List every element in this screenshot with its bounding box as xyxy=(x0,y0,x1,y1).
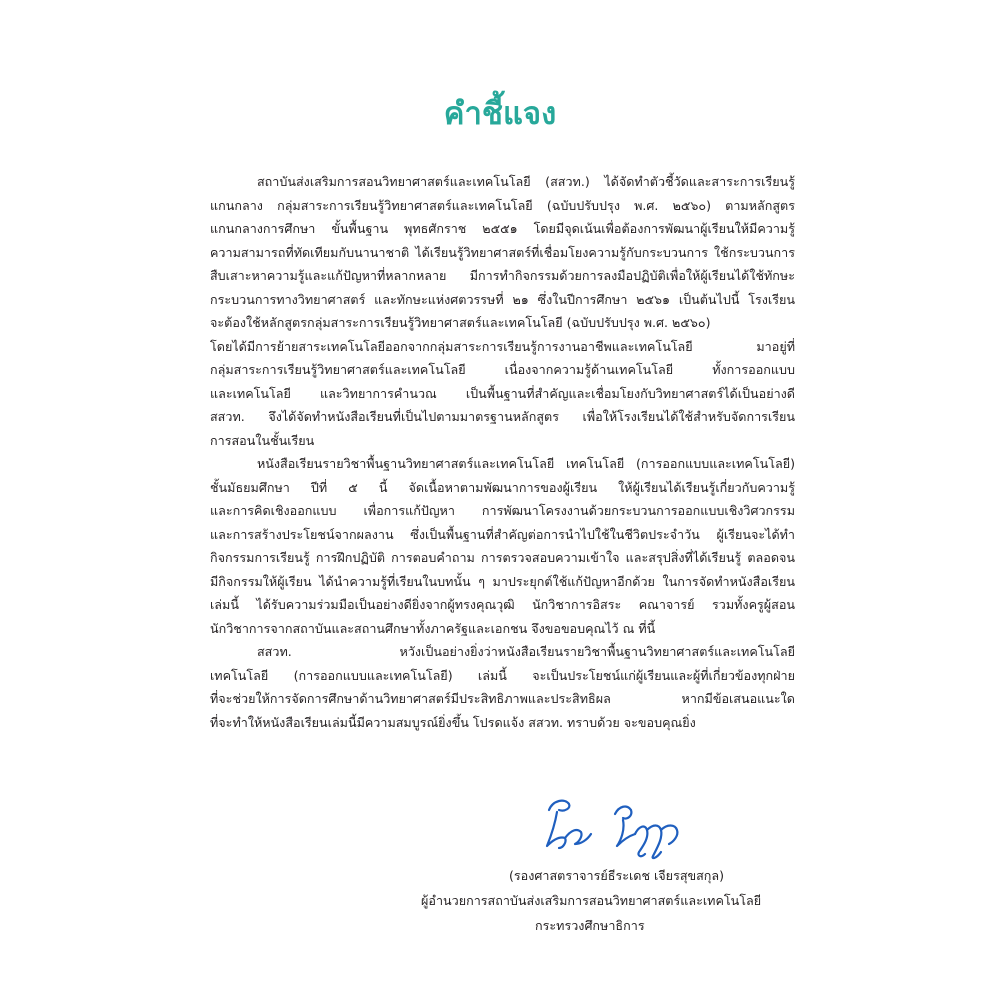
document-body xyxy=(210,170,795,734)
paragraph-2-line: นักวิชาการจากสถาบันและสถานศึกษาทั้งภาครัฐและเอกชน จึงขอขอบคุณไว้ ณ ที่นี้ xyxy=(210,620,656,636)
paragraph-1-line: แกนกลางการศึกษา ขั้นพื้นฐาน พุทธศักราช ๒๕๕๑ โดยมีจุดเน้นเพื่อต้องการพัฒนาผู้เรียนให้มีความรู้ xyxy=(210,221,795,236)
signatory-name: (รองศาสตราจารย์ธีระเดช เจียรสุขสกุล) xyxy=(509,868,725,883)
paragraph-1-line: สสวท. จึงได้จัดทำหนังสือเรียนที่เป็นไปตามมาตรฐานหลักสูตร เพื่อให้โรงเรียนได้ใช้สำหรับจัดการเรียน xyxy=(210,409,795,424)
paragraph-2-line: หนังสือเรียนรายวิชาพื้นฐานวิทยาศาสตร์และเทคโนโลยี เทคโนโลยี (การออกแบบและเทคโนโลยี) xyxy=(257,456,795,471)
paragraph-1-line: จะต้องใช้หลักสูตรกลุ่มสาระการเรียนรู้วิทยาศาสตร์และเทคโนโลยี (ฉบับปรับปรุง พ.ศ. ๒๕๖๐) xyxy=(210,315,711,330)
paragraph-1-line: กระบวนการทางวิทยาศาสตร์ และทักษะแห่งศตวรรษที่ ๒๑ ซึ่งในปีการศึกษา ๒๕๖๑ เป็นต้นไปนี้ โรงเรียน xyxy=(210,291,795,307)
paragraph-2-line: มีกิจกรรมให้ผู้เรียน ได้นำความรู้ที่เรียนในบทนั้น ๆ มาประยุกต์ใช้แก้ปัญหาอีกด้วย ในการจัดทำหนังสือเรียน xyxy=(210,573,795,589)
paragraph-3-line: สสวท. หวังเป็นอย่างยิ่งว่าหนังสือเรียนรายวิชาพื้นฐานวิทยาศาสตร์และเทคโนโลยี xyxy=(257,644,795,659)
paragraph-1-line: โดยได้มีการย้ายสาระเทคโนโลยีออกจากกลุ่มสาระการเรียนรู้การงานอาชีพและเทคโนโลยี มาอยู่ที่ xyxy=(210,338,795,354)
paragraph-1-line: แกนกลาง กลุ่มสาระการเรียนรู้วิทยาศาสตร์และเทคโนโลยี (ฉบับปรับปรุง พ.ศ. ๒๕๖๐) ตามหลักสูตร xyxy=(210,197,795,213)
paragraph-3-line: เทคโนโลยี (การออกแบบและเทคโนโลยี) เล่มนี้ จะเป็นประโยชน์แก่ผู้เรียนและผู้ที่เกี่ยวข้องทุกฝ่าย xyxy=(210,667,795,683)
paragraph-3-line: ที่จะทำให้หนังสือเรียนเล่มนี้มีความสมบูรณ์ยิ่งขึ้น โปรดแจ้ง สสวท. ทราบด้วย จะขอบคุณยิ่ง xyxy=(210,714,696,730)
paragraph-1-line: การสอนในชั้นเรียน xyxy=(210,432,315,448)
paragraph-1-line: สถาบันส่งเสริมการสอนวิทยาศาสตร์และเทคโนโลยี (สสวท.) ได้จัดทำตัวชี้วัดและสาระการเรียนรู้ xyxy=(257,174,795,189)
paragraph-1-line: ความสามารถที่ทัดเทียมกับนานาชาติ ได้เรียนรู้วิทยาศาสตร์ที่เชื่อมโยงความรู้กับกระบวนการ ใช้กระบวนการ xyxy=(210,244,795,260)
paragraph-2-line: และการคิดเชิงออกแบบ เพื่อการแก้ปัญหา การพัฒนาโครงงานด้วยกระบวนการออกแบบเชิงวิศวกรรม xyxy=(210,503,795,518)
paragraph-1-line: สืบเสาะหาความรู้และแก้ปัญหาที่หลากหลาย มีการทำกิจกรรมด้วยการลงมือปฏิบัติเพื่อให้ผู้เรียนได้ใช้ทักษะ xyxy=(210,268,795,283)
paragraph-3-line: ที่จะช่วยให้การจัดการศึกษาด้านวิทยาศาสตร์มีประสิทธิภาพและประสิทธิผล หากมีข้อเสนอแนะใด xyxy=(210,691,795,706)
paragraph-2-line: และการสร้างประโยชน์จากผลงาน ซึ่งเป็นพื้นฐานที่สำคัญต่อการนำไปใช้ในชีวิตประจำวัน ผู้เรียนจะได้ทำ xyxy=(210,526,795,542)
paragraph-2-line: กิจกรรมการเรียนรู้ การฝึกปฏิบัติ การตอบคำถาม การตรวจสอบความเข้าใจ และสรุปสิ่งที่ได้เรียนรู้ ตลอดจน xyxy=(210,550,795,565)
signatory-ministry: กระทรวงศึกษาธิการ xyxy=(535,918,645,933)
paragraph-1-line: และเทคโนโลยี และวิทยาการคำนวณ เป็นพื้นฐานที่สำคัญและเชื่อมโยงกับวิทยาศาสตร์ได้เป็นอย่างดี xyxy=(210,385,795,401)
paragraph-1-line: กลุ่มสาระการเรียนรู้วิทยาศาสตร์และเทคโนโลยี เนื่องจากความรู้ด้านเทคโนโลยี ทั้งการออกแบบ xyxy=(210,362,795,377)
signatory-position: ผู้อำนวยการสถาบันส่งเสริมการสอนวิทยาศาสตร์และเทคโนโลยี xyxy=(421,893,762,908)
handwritten-signature xyxy=(535,790,695,860)
paragraph-2-line: เล่มนี้ ได้รับความร่วมมือเป็นอย่างดียิ่งจากผู้ทรงคุณวุฒิ นักวิชาการอิสระ คณาจารย์ รวมทั้งครูผู้สอน xyxy=(210,597,795,612)
signature-block xyxy=(395,863,895,938)
paragraph-2-line: ชั้นมัธยมศึกษา ปีที่ ๕ นี้ จัดเนื้อหาตามพัฒนาการของผู้เรียน ให้ผู้เรียนได้เรียนรู้เกี่ยวกับความรู้ xyxy=(210,479,795,495)
page-title: คำชี้แจง xyxy=(443,96,557,132)
